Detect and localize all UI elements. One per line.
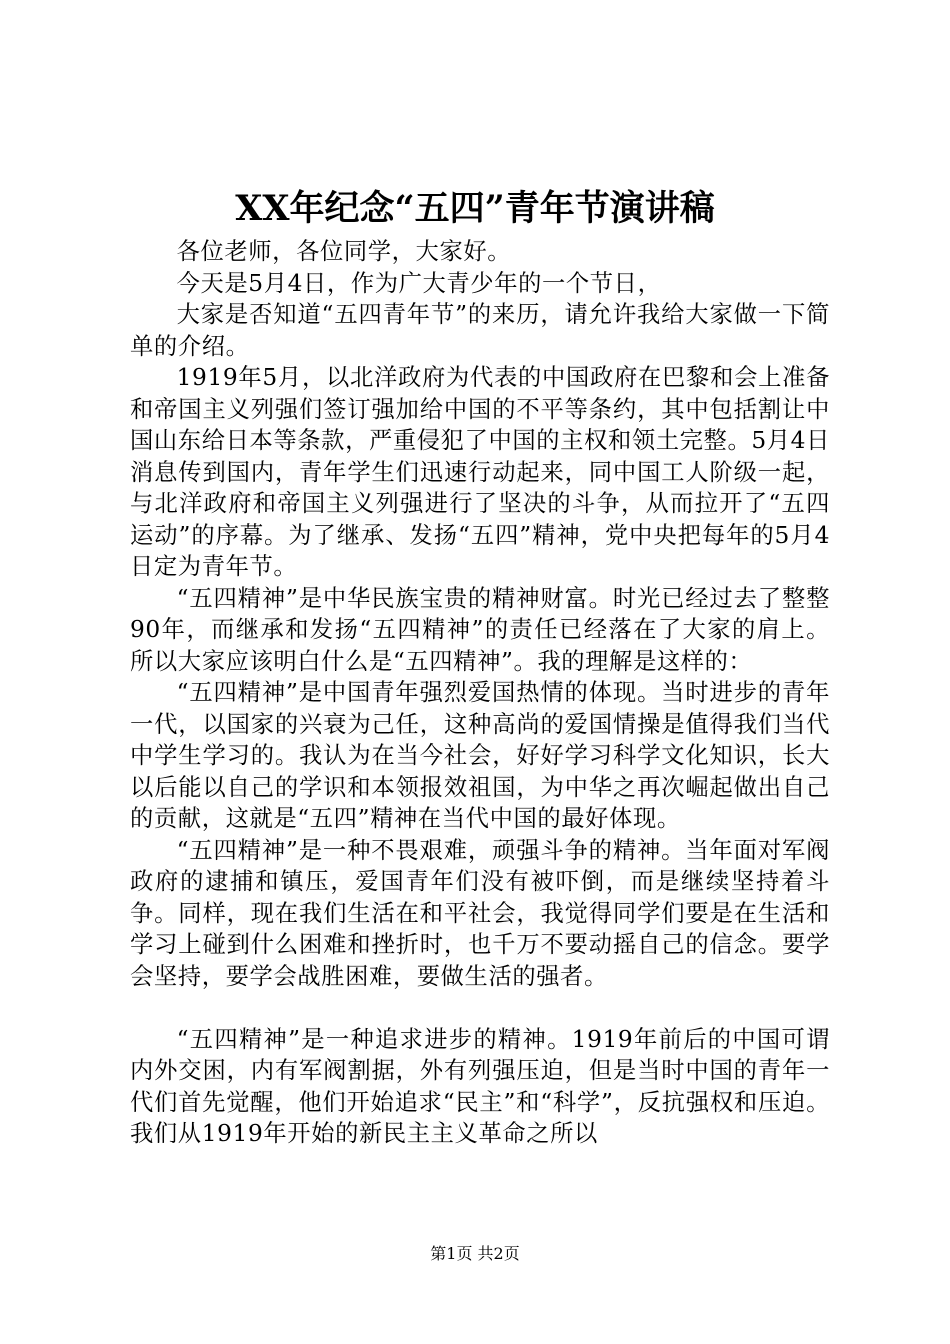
paragraph-intro: 大家是否知道“五四青年节”的来历，请允许我给大家做一下简单的介绍。 — [130, 301, 830, 360]
paragraph-progress: “五四精神”是一种追求进步的精神。1919年前后的中国可谓内外交困，内有军阀割据，外有列强压迫，但是当时中国的青年一代们首先觉醒，他们开始追求“民主”和“科学”，反抗强权和压迫。我们从1919年开始的新民主主义革命之所以 — [130, 1025, 830, 1147]
page-footer: 第1页 共2页 — [430, 1244, 520, 1263]
document-body — [130, 236, 830, 1150]
document-title: XX年纪念“五四”青年节演讲稿 — [235, 188, 715, 229]
paragraph-perseverance: “五四精神”是一种不畏艰难，顽强斗争的精神。当年面对军阀政府的逮捕和镇压，爱国青年们没有被吓倒，而是继续坚持着斗争。同样，现在我们生活在和平社会，我觉得同学们要是在生活和学习上碰到什么困难和挫折时，也千万不要动摇自己的信念。要学会坚持，要学会战胜困难，要做生活的强者。 — [130, 836, 830, 990]
paragraph-date: 今天是5月4日，作为广大青少年的一个节日， — [176, 269, 662, 297]
paragraph-history: 1919年5月，以北洋政府为代表的中国政府在巴黎和会上准备和帝国主义列强们签订强加给中国的不平等条约，其中包括割让中国山东给日本等条款，严重侵犯了中国的主权和领土完整。5月4日消息传到国内，青年学生们迅速行动起来，同中国工人阶级一起，与北洋政府和帝国主义列强进行了坚决的斗争，从而拉开了“五四运动”的序幕。为了继承、发扬“五四”精神，党中央把每年的5月4日定为青年节。 — [130, 364, 830, 580]
paragraph-greeting: 各位老师，各位同学，大家好。 — [176, 238, 512, 265]
paragraph-patriotism: “五四精神”是中国青年强烈爱国热情的体现。当时进步的青年一代，以国家的兴衰为己任，这种高尚的爱国情操是值得我们当代中学生学习的。我认为在当今社会，好好学习科学文化知识，长大以后能以自己的学识和本领报效祖国，为中华之再次崛起做出自己的贡献，这就是“五四”精神在当代中国的最好体现。 — [130, 679, 830, 832]
paragraph-spirit: “五四精神”是中华民族宝贵的精神财富。时光已经过去了整整90年，而继承和发扬“五四精神”的责任已经落在了大家的肩上。所以大家应该明白什么是“五四精神”。我的理解是这样的： — [130, 584, 830, 675]
